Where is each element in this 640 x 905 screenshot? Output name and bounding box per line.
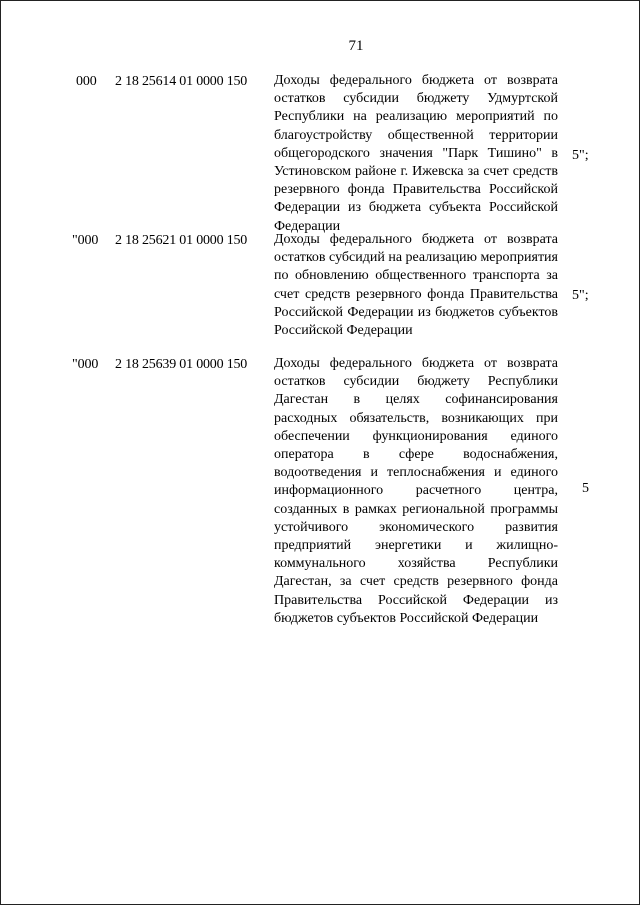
admin-code: "000 [72,233,99,248]
budget-classification-code: 2 18 25621 01 0000 150 [115,233,248,248]
budget-classification-code: 2 18 25614 01 0000 150 [115,74,248,89]
budget-classification-code: 2 18 25639 01 0000 150 [115,357,248,372]
income-description: Доходы федерального бюджета от возврата остатков субсидий на реализацию мероприятия по обновлению общественного транспорта за счет средств резервного фонда Правительства Российской Федерации из бюджетов субъектов Российской Федерации [274,232,558,339]
income-description: Доходы федерального бюджета от возврата остатков субсидии бюджету Удмуртской Республики на реализацию мероприятий по благоустройству общественной территории общегородского значения "Парк Тишино" в Устиновском районе г. Ижевска за счет средств резервного фонда Правительства Российской Федерации из бюджета субъекта Российской Федерации [274,73,558,234]
amount-value: 5"; [572,148,589,163]
admin-code: "000 [72,357,99,372]
amount-value: 5"; [572,288,589,303]
admin-code: 000 [76,74,97,89]
page-number: 71 [348,38,364,54]
amount-value: 5 [582,481,589,496]
income-description: Доходы федерального бюджета от возврата остатков субсидии бюджету Республики Дагестан в целях софинансирования расходных обязательств, возникающих при обеспечении функционирования единого оператора в сфере водоснабжения, водоотведения и теплоснабжения и единого информационного расчетного центра, созданных в рамках региональной программы устойчивого экономического развития предприятий энергетики и жилищно-коммунального хозяйства Республики Дагестан, за счет средств резервного фонда Правительства Российской Федерации из бюджетов субъектов Российской Федерации [274,356,558,626]
